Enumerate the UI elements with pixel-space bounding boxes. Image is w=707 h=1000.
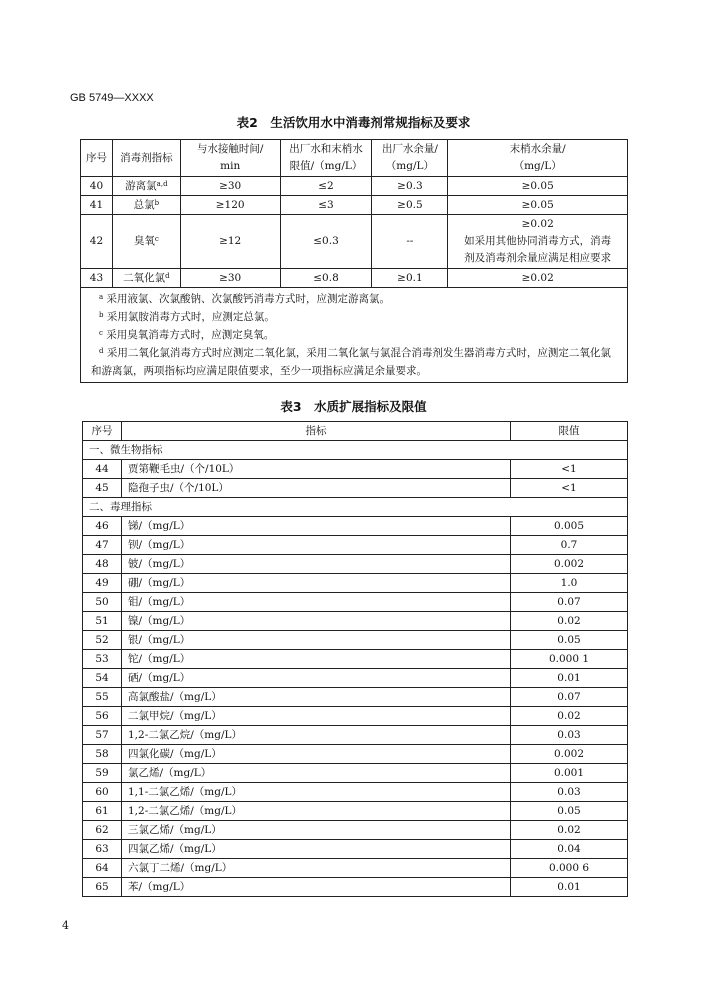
limit-value: ≤2	[280, 177, 372, 196]
tap-residual: ≥0.05	[448, 196, 628, 215]
limit-value: 0.02	[511, 612, 628, 631]
limit-value: 0.05	[511, 631, 628, 650]
row-number: 43	[81, 269, 113, 288]
table3-caption: 表3 水质扩展指标及限值	[280, 399, 427, 414]
limit-value: 0.000 6	[511, 859, 628, 878]
page-number: 4	[62, 919, 69, 932]
table-row	[81, 269, 628, 288]
outlet-residual: ≥0.3	[372, 177, 448, 196]
table-row	[83, 821, 628, 840]
tap-residual: ≥0.02 如采用其他协同消毒方式，消毒 剂及消毒剂余量应满足相应要求	[448, 215, 628, 269]
row-number: 62	[83, 821, 122, 840]
table-row	[83, 878, 628, 897]
row-number: 59	[83, 764, 122, 783]
table-row	[83, 669, 628, 688]
table-row	[83, 574, 628, 593]
table3-header-row	[83, 422, 628, 441]
limit-value: <1	[511, 479, 628, 498]
disinfectant-name: 游离氯$^{a,d}$	[112, 177, 180, 196]
table2-header-cell: 出厂水和末梢水 限值/（mg/L）	[280, 140, 372, 177]
footnote: $^a$ 采用液氯、次氯酸钠、次氯酸钙消毒方式时，应测定游离氯。	[99, 293, 391, 305]
row-number: 60	[83, 783, 122, 802]
limit-value: 0.01	[511, 669, 628, 688]
table-row	[83, 707, 628, 726]
limit-value: 0.05	[511, 802, 628, 821]
indicator-name: 三氯乙烯/（mg/L）	[122, 821, 511, 840]
header-no: 序号	[83, 422, 122, 441]
table2-header-cell: 末梢水余量/ （mg/L）	[448, 140, 628, 177]
limit-value: 0.002	[511, 745, 628, 764]
table2-header-cell: 出厂水余量/ （mg/L）	[372, 140, 448, 177]
footnote-mark: c	[154, 235, 159, 243]
row-number: 50	[83, 593, 122, 612]
row-number: 46	[83, 517, 122, 536]
table-row	[83, 479, 628, 498]
limit-value: 0.02	[511, 821, 628, 840]
limit-value: 0.002	[511, 555, 628, 574]
limit-value: 0.000 1	[511, 650, 628, 669]
indicator-name: 高氯酸盐/（mg/L）	[122, 688, 511, 707]
table-row	[83, 783, 628, 802]
footnotes	[81, 288, 628, 383]
indicator-name: 苯/（mg/L）	[122, 878, 511, 897]
row-number: 45	[83, 479, 122, 498]
table2-disinfectant	[80, 139, 628, 383]
footnote-mark: d	[99, 347, 104, 355]
table-row	[83, 650, 628, 669]
indicator-name: 镍/（mg/L）	[122, 612, 511, 631]
header-limit: 限值	[511, 422, 628, 441]
row-number: 49	[83, 574, 122, 593]
limit-value: 1.0	[511, 574, 628, 593]
contact-time: ≥120	[180, 196, 280, 215]
row-number: 52	[83, 631, 122, 650]
table-row	[81, 196, 628, 215]
footnote-mark: c	[99, 329, 103, 337]
indicator-name: 硼/（mg/L）	[122, 574, 511, 593]
footnote-mark: d	[165, 271, 170, 280]
table-row	[83, 745, 628, 764]
limit-value: 0.001	[511, 764, 628, 783]
table-row	[83, 859, 628, 878]
limit-value: 0.07	[511, 593, 628, 612]
footnote-mark: a,d	[156, 179, 168, 188]
row-number: 40	[81, 177, 113, 196]
table-row	[83, 460, 628, 479]
outlet-residual: ≥0.1	[372, 269, 448, 288]
row-number: 63	[83, 840, 122, 859]
tap-residual: ≥0.02	[448, 269, 628, 288]
row-number: 55	[83, 688, 122, 707]
table3-extended-indicators	[82, 421, 628, 897]
disinfectant-name: 总氯$^b$	[112, 196, 180, 215]
section-title: 一、微生物指标	[83, 441, 628, 460]
table2-header-cell: 消毒剂指标	[112, 140, 180, 177]
table2-caption: 表2 生活饮用水中消毒剂常规指标及要求	[236, 115, 471, 130]
table2-header-row	[81, 140, 628, 177]
table2-header-cell: 序号	[81, 140, 113, 177]
row-number: 57	[83, 726, 122, 745]
row-number: 42	[81, 215, 113, 269]
contact-time: ≥12	[180, 215, 280, 269]
indicator-name: 六氯丁二烯/（mg/L）	[122, 859, 511, 878]
disinfectant-name: 二氧化氯$^d$	[112, 269, 180, 288]
section-row	[83, 498, 628, 517]
footnote-mark: a	[99, 293, 104, 301]
footnote: $^b$ 采用氯胺消毒方式时，应测定总氯。	[99, 311, 275, 323]
table-row	[83, 555, 628, 574]
row-number: 56	[83, 707, 122, 726]
row-number: 53	[83, 650, 122, 669]
row-number: 54	[83, 669, 122, 688]
section-row	[83, 441, 628, 460]
outlet-residual: --	[372, 215, 448, 269]
limit-value: <1	[511, 460, 628, 479]
indicator-name: 锑/（mg/L）	[122, 517, 511, 536]
table-row	[83, 726, 628, 745]
limit-value: 0.02	[511, 707, 628, 726]
indicator-name: 1,2-二氯乙烷/（mg/L）	[122, 726, 511, 745]
indicator-name: 铍/（mg/L）	[122, 555, 511, 574]
limit-value: 0.005	[511, 517, 628, 536]
outlet-residual: ≥0.5	[372, 196, 448, 215]
indicator-name: 铊/（mg/L）	[122, 650, 511, 669]
table-row	[83, 802, 628, 821]
limit-value: ≤3	[280, 196, 372, 215]
row-number: 48	[83, 555, 122, 574]
limit-value: 0.07	[511, 688, 628, 707]
table-row	[83, 517, 628, 536]
row-number: 58	[83, 745, 122, 764]
table-row	[83, 536, 628, 555]
limit-value: 0.03	[511, 783, 628, 802]
limit-value: 0.7	[511, 536, 628, 555]
table-row	[81, 177, 628, 196]
tap-residual: ≥0.05	[448, 177, 628, 196]
indicator-name: 1,2-二氯乙烯/（mg/L）	[122, 802, 511, 821]
limit-value: ≤0.8	[280, 269, 372, 288]
table-row	[83, 688, 628, 707]
table-row	[83, 593, 628, 612]
indicator-name: 隐孢子虫/（个/10L）	[122, 479, 511, 498]
table-row	[83, 840, 628, 859]
indicator-name: 钡/（mg/L）	[122, 536, 511, 555]
indicator-name: 二氯甲烷/（mg/L）	[122, 707, 511, 726]
contact-time: ≥30	[180, 269, 280, 288]
row-number: 64	[83, 859, 122, 878]
limit-value: 0.03	[511, 726, 628, 745]
limit-value: ≤0.3	[280, 215, 372, 269]
indicator-name: 四氯乙烯/（mg/L）	[122, 840, 511, 859]
footnote-mark: b	[154, 198, 160, 207]
footnote: $^c$ 采用臭氧消毒方式时，应测定臭氧。	[99, 329, 275, 341]
section-title: 二、毒理指标	[83, 498, 628, 517]
table2-header-cell: 与水接触时间/ min	[180, 140, 280, 177]
table-row	[83, 631, 628, 650]
standard-code: GB 5749—XXXX	[70, 92, 154, 104]
footnote-mark: b	[99, 311, 104, 319]
row-number: 51	[83, 612, 122, 631]
header-indicator: 指标	[122, 422, 511, 441]
footnotes-row	[81, 288, 628, 383]
row-number: 47	[83, 536, 122, 555]
limit-value: 0.04	[511, 840, 628, 859]
indicator-name: 硒/（mg/L）	[122, 669, 511, 688]
table-row	[83, 764, 628, 783]
footnote: $^d$ 采用二氧化氯消毒方式时应测定二氧化氯，采用二氧化氯与氯混合消毒剂发生器消毒方式时，应测定二氧化氯和游离氯，两项指标均应满足限值要求，至少一项指标应满足余量要求。	[91, 347, 611, 377]
limit-value: 0.01	[511, 878, 628, 897]
indicator-name: 银/（mg/L）	[122, 631, 511, 650]
table-row	[81, 215, 628, 269]
indicator-name: 1,1-二氯乙烯/（mg/L）	[122, 783, 511, 802]
disinfectant-name: 臭氧$^c$	[112, 215, 180, 269]
row-number: 44	[83, 460, 122, 479]
table-row	[83, 612, 628, 631]
row-number: 65	[83, 878, 122, 897]
indicator-name: 四氯化碳/（mg/L）	[122, 745, 511, 764]
indicator-name: 氯乙烯/（mg/L）	[122, 764, 511, 783]
indicator-name: 贾第鞭毛虫/（个/10L）	[122, 460, 511, 479]
row-number: 61	[83, 802, 122, 821]
contact-time: ≥30	[180, 177, 280, 196]
indicator-name: 钼/（mg/L）	[122, 593, 511, 612]
row-number: 41	[81, 196, 113, 215]
